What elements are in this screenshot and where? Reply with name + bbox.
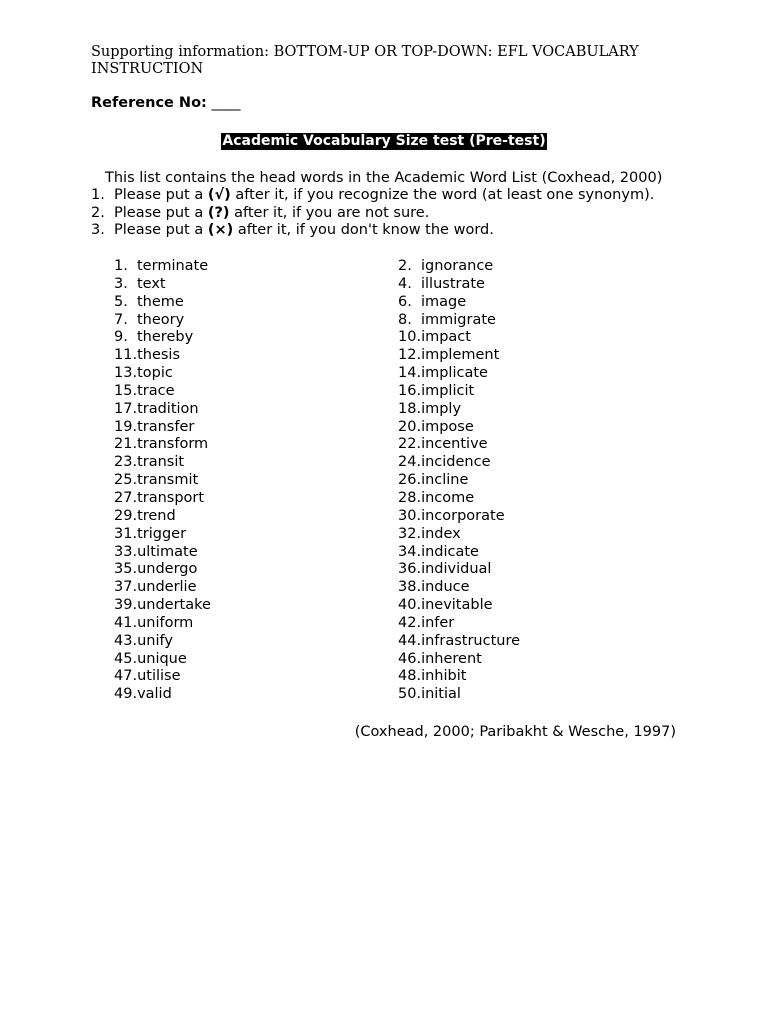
word-number: 2. — [398, 258, 412, 274]
word-item — [398, 472, 520, 490]
word-item — [114, 615, 211, 633]
word-text: trigger — [137, 525, 187, 542]
word-text: index — [421, 525, 461, 542]
word-text: inherent — [421, 650, 482, 667]
reference-blank: ____ — [211, 95, 241, 111]
page-title: Academic Vocabulary Size test (Pre-test) — [222, 133, 546, 149]
word-text: underlie — [137, 579, 197, 596]
word-number: 9. — [114, 329, 128, 346]
word-number: 29. — [114, 507, 138, 524]
word-number: 20. — [398, 418, 422, 435]
word-item — [114, 436, 211, 454]
word-list-left — [114, 258, 211, 704]
word-item — [114, 383, 211, 401]
instruction-text: after it, if you don't know the word. — [233, 222, 494, 239]
word-text: impose — [421, 418, 474, 435]
word-item — [114, 544, 211, 562]
word-text: transit — [137, 454, 185, 471]
word-item — [398, 365, 520, 383]
word-item — [114, 454, 211, 472]
word-item — [398, 579, 520, 597]
word-item — [114, 401, 211, 419]
word-text: illustrate — [421, 275, 485, 292]
word-item — [398, 294, 520, 312]
word-number: 40. — [398, 597, 422, 614]
word-number: 44. — [398, 632, 422, 649]
word-number: 7. — [114, 311, 128, 328]
word-text: incentive — [421, 436, 488, 453]
word-text: incidence — [421, 454, 491, 471]
word-item — [398, 383, 520, 401]
word-item — [398, 668, 520, 686]
word-number: 48. — [398, 668, 422, 685]
word-number: 37. — [114, 579, 138, 596]
word-text: indicate — [421, 543, 479, 560]
word-item — [114, 472, 211, 490]
word-item — [114, 490, 211, 508]
word-number: 50. — [398, 686, 422, 703]
word-text: individual — [421, 561, 492, 578]
word-text: unique — [137, 650, 187, 667]
title-container — [0, 133, 768, 150]
word-number: 26. — [398, 472, 422, 489]
word-text: trace — [137, 382, 175, 399]
instruction-text: Please put a — [114, 187, 208, 203]
word-text: transport — [137, 489, 205, 506]
word-number: 32. — [398, 525, 422, 542]
word-item — [398, 633, 520, 651]
supporting-information: Supporting information: BOTTOM-UP OR TOP-DOWN: EFL VOCABULARY INSTRUCTION — [91, 44, 639, 77]
word-number: 35. — [114, 561, 138, 578]
word-number: 39. — [114, 597, 138, 614]
word-number: 15. — [114, 382, 138, 399]
word-text: infer — [421, 614, 455, 631]
word-text: tradition — [137, 400, 199, 417]
word-item — [114, 561, 211, 579]
instruction-number: 1. — [91, 187, 105, 203]
word-item — [398, 312, 520, 330]
word-item — [398, 526, 520, 544]
word-item — [398, 419, 520, 437]
word-item — [398, 258, 520, 276]
word-text: unify — [137, 632, 173, 649]
word-text: income — [421, 489, 475, 506]
word-number: 12. — [398, 347, 422, 364]
word-text: utilise — [137, 668, 181, 685]
word-item — [114, 312, 211, 330]
word-text: thesis — [137, 347, 180, 364]
instruction-item — [91, 187, 654, 205]
word-item — [398, 508, 520, 526]
word-item — [114, 258, 211, 276]
word-number: 3. — [114, 275, 128, 292]
word-item — [398, 347, 520, 365]
instruction-text: Please put a — [114, 222, 208, 239]
word-number: 24. — [398, 454, 422, 471]
word-text: implicate — [421, 365, 488, 382]
word-item — [114, 686, 211, 704]
word-number: 21. — [114, 436, 138, 453]
word-number: 31. — [114, 525, 138, 542]
word-item — [114, 347, 211, 365]
word-text: implement — [421, 347, 500, 364]
instruction-text: Please put a — [114, 204, 208, 221]
word-text: ignorance — [421, 258, 494, 274]
word-number: 19. — [114, 418, 138, 435]
word-item — [398, 686, 520, 704]
word-number: 38. — [398, 579, 422, 596]
word-item — [114, 276, 211, 294]
word-number: 17. — [114, 400, 138, 417]
word-text: transmit — [137, 472, 199, 489]
word-item — [114, 597, 211, 615]
word-item — [398, 651, 520, 669]
instruction-list — [91, 187, 654, 240]
word-item — [114, 419, 211, 437]
word-item — [398, 597, 520, 615]
word-text: induce — [421, 579, 470, 596]
word-item — [114, 633, 211, 651]
word-number: 30. — [398, 507, 422, 524]
word-text: initial — [421, 686, 461, 703]
word-number: 42. — [398, 614, 422, 631]
word-number: 22. — [398, 436, 422, 453]
word-number: 16. — [398, 382, 422, 399]
word-number: 36. — [398, 561, 422, 578]
word-number: 14. — [398, 365, 422, 382]
instruction-item — [91, 222, 654, 240]
word-number: 1. — [114, 258, 128, 274]
word-text: transform — [137, 436, 209, 453]
word-number: 8. — [398, 311, 412, 328]
word-number: 41. — [114, 614, 138, 631]
word-text: incorporate — [421, 507, 505, 524]
word-number: 25. — [114, 472, 138, 489]
word-number: 34. — [398, 543, 422, 560]
word-number: 47. — [114, 668, 138, 685]
word-item — [114, 294, 211, 312]
word-number: 23. — [114, 454, 138, 471]
word-item — [114, 579, 211, 597]
instruction-item — [91, 205, 654, 223]
intro-text: This list contains the head words in the Academic Word List (Coxhead, 2000) — [105, 170, 663, 186]
word-number: 11. — [114, 347, 138, 364]
word-item — [114, 651, 211, 669]
word-list-right — [398, 258, 520, 704]
word-number: 43. — [114, 632, 138, 649]
word-text: undertake — [137, 597, 211, 614]
word-number: 6. — [398, 293, 412, 310]
word-number: 49. — [114, 686, 138, 703]
word-item — [398, 490, 520, 508]
word-number: 18. — [398, 400, 422, 417]
word-text: implicit — [421, 382, 475, 399]
word-text: incline — [421, 472, 469, 489]
word-item — [398, 401, 520, 419]
instruction-text: after it, if you are not sure. — [229, 204, 430, 221]
word-item — [398, 454, 520, 472]
instruction-mark: (×) — [207, 222, 234, 239]
word-item — [114, 508, 211, 526]
reference-label: Reference No: — [91, 95, 207, 111]
word-text: imply — [421, 400, 462, 417]
word-text: inevitable — [421, 597, 493, 614]
word-number: 28. — [398, 489, 422, 506]
word-number: 46. — [398, 650, 422, 667]
word-number: 13. — [114, 365, 138, 382]
word-item — [398, 544, 520, 562]
word-number: 4. — [398, 275, 412, 292]
word-text: valid — [137, 686, 172, 703]
word-text: theory — [137, 311, 185, 328]
reference-number — [91, 94, 240, 112]
instruction-mark: (√) — [207, 187, 231, 203]
word-item — [398, 329, 520, 347]
word-text: topic — [137, 365, 173, 382]
citation: (Coxhead, 2000; Paribakht & Wesche, 1997) — [354, 724, 676, 740]
instruction-mark: (?) — [207, 204, 230, 221]
word-text: immigrate — [421, 311, 496, 328]
word-item — [398, 436, 520, 454]
word-text: uniform — [137, 614, 194, 631]
word-item — [114, 329, 211, 347]
word-number: 33. — [114, 543, 138, 560]
word-item — [114, 526, 211, 544]
word-number: 10. — [398, 329, 422, 346]
word-number: 45. — [114, 650, 138, 667]
word-text: inhibit — [421, 668, 467, 685]
word-item — [398, 276, 520, 294]
word-text: undergo — [137, 561, 198, 578]
word-text: image — [421, 293, 467, 310]
word-text: ultimate — [137, 543, 198, 560]
word-number: 27. — [114, 489, 138, 506]
instruction-text: after it, if you recognize the word (at least one synonym). — [230, 187, 655, 203]
word-item — [114, 365, 211, 383]
word-text: trend — [137, 507, 176, 524]
instruction-number: 3. — [91, 222, 105, 239]
word-text: terminate — [137, 258, 209, 274]
word-text: theme — [137, 293, 184, 310]
word-item — [114, 668, 211, 686]
word-number: 5. — [114, 293, 128, 310]
instruction-number: 2. — [91, 204, 105, 221]
word-item — [398, 615, 520, 633]
word-text: text — [137, 275, 166, 292]
word-text: impact — [421, 329, 471, 346]
word-item — [398, 561, 520, 579]
word-text: thereby — [137, 329, 194, 346]
word-text: infrastructure — [421, 632, 521, 649]
word-text: transfer — [137, 418, 195, 435]
